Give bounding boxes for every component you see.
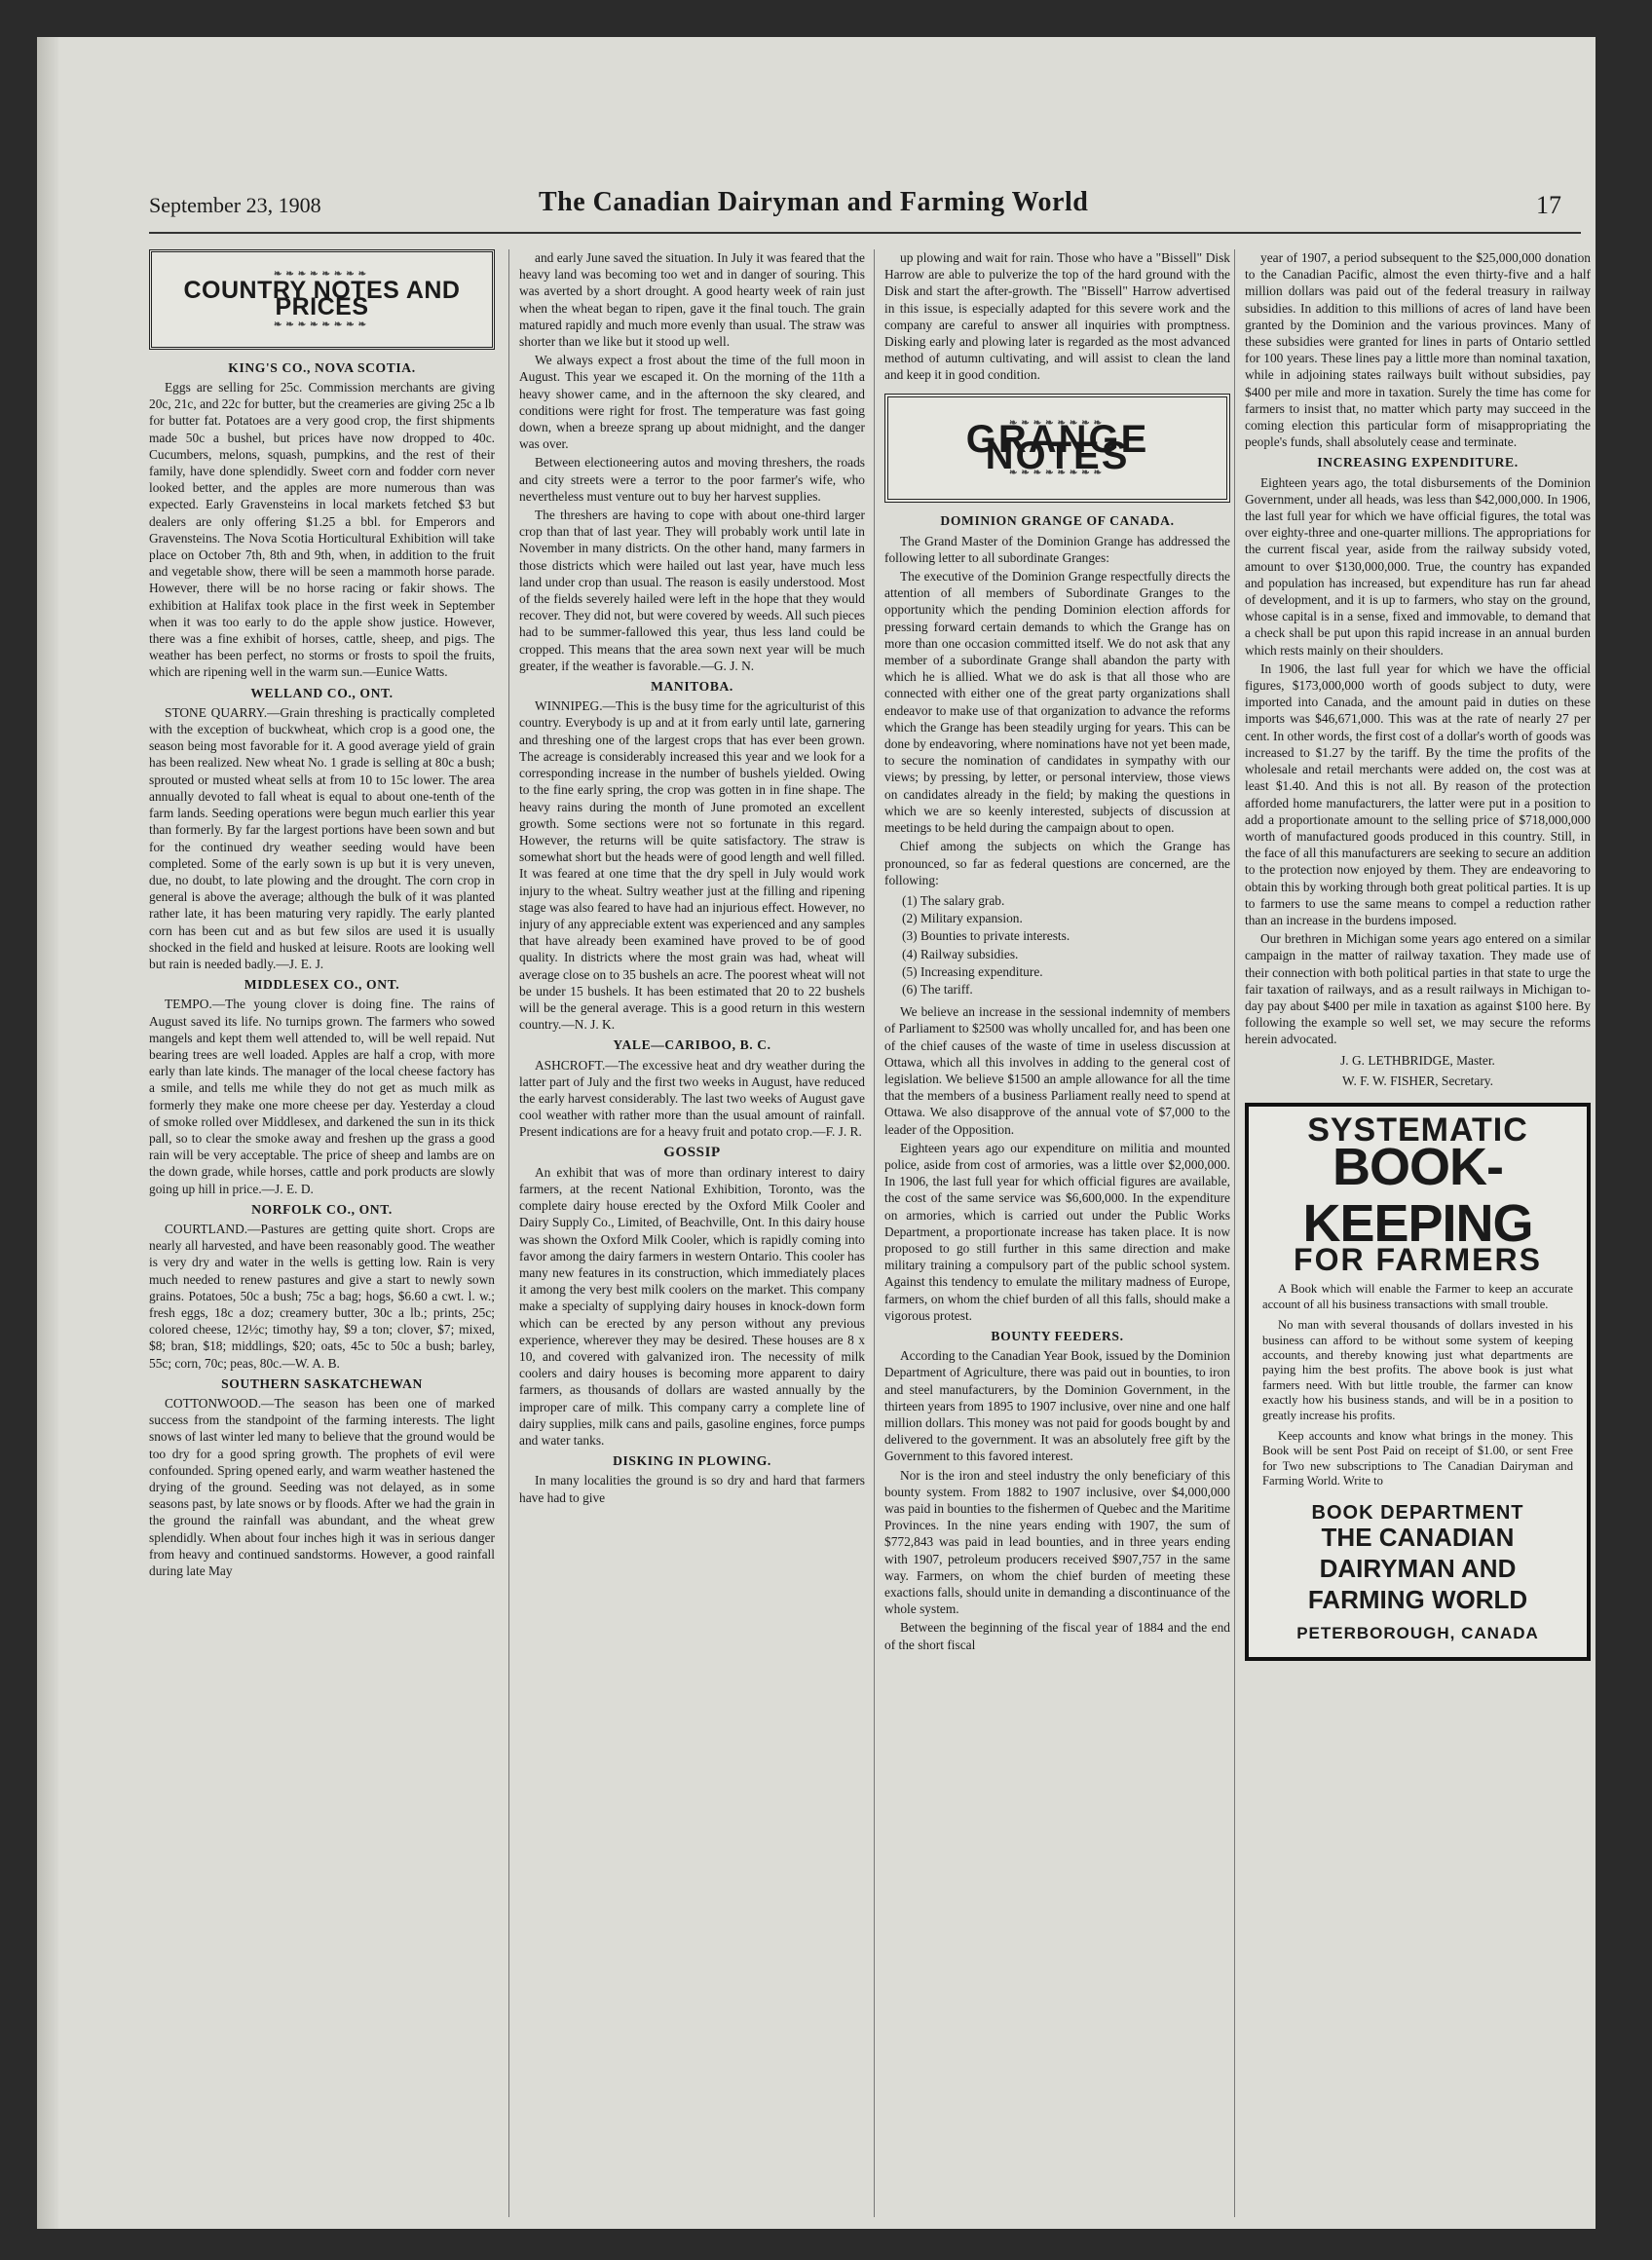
list-item: (6) The tariff. [902, 981, 973, 997]
column-4 [1245, 249, 1591, 1661]
ad-location: PETERBOROUGH, CANADA [1296, 1623, 1539, 1642]
column-2 [519, 249, 865, 1508]
list-item: (4) Railway subsidies. [902, 946, 1019, 961]
article-paragraph: According to the Canadian Year Book, issued by the Dominion Department of Agriculture, there was paid out in bounties, to iron and steel manufacturers, by the Dominion Government, in the thirteen years from 1895 to 1907 inclusive, over nine and one half million dollars. This money was not paid for goods bought by and delivered to the government. It was an absolutely free gift by the Government to this favored interest. [884, 1348, 1230, 1464]
article-paragraph: COTTONWOOD.—The season has been one of marked success from the standpoint of the farming interests. The light snows of last winter led many to believe that the ground would be too dry for a good spring growth. The prophets of evil were confounded. Spring opened early, and warm weather hastened the drying of the ground. Seeding was not delayed, as in some seasons past, by late snows or by floods. After we had the grain in the ground the rainfall was abundant, and the wheat grew splendidly. When about four inches high it was in serious danger from heavy and continued sandstorms. However, a good rainfall during late May [149, 1396, 495, 1579]
article-paragraph: The threshers are having to cope with about one-third larger crop than that of last year. They will probably work until late in November in many districts. On the other hand, many farmers in those districts which were hailed out last year, have much less land under crop than usual. The reason is easily understood. Most of the fields severely hailed were left in the hope that they would recover. They did not, but were covered by weeds. All such pieces had to be summer-fallowed this year, thus less land could be cropped. This means that the area sown next year will be much greater, if the weather is favorable.—G. J. N. [519, 508, 865, 673]
subhead-southern-saskatchewan: SOUTHERN SASKATCHEWAN [221, 1375, 423, 1391]
article-paragraph: up plowing and wait for rain. Those who have a "Bissell" Disk Harrow are able to pulverize the top of the hard ground with the Disk and start the after-growth. The "Bissell" Harrow advertised in this issue, is especially adapted for this severe work and the company are careful to answer all inquiries with promptness. Disking early and plowing later is regarded as the most advanced method of autumn cultivating, and will assist to clean the land and keep it in good condition. [884, 250, 1230, 383]
ad-book-department: BOOK DEPARTMENT [1311, 1501, 1524, 1524]
article-paragraph: STONE QUARRY.—Grain threshing is practically completed with the exception of buckwheat, which crop is a good one, the season being most favorable for it. A good average yield of grain has been realized. New wheat No. 1 grade is selling at 80c a bush; sprouted or musted wheat sells at from 10 to 15c lower. The area annually devoted to fall wheat is equal to about one-tenth of the farm lands. Seeding operations were begun much earlier this year than formerly. By far the largest portions have been sown and but for the continued dry weather seeding would have been completed. Some of the early sown is up but it is very uneven, due, no doubt, to late plowing and the drought. The corn crop in general is above the average; although the bulk of it was planted rather late, it has been maturing very rapidly. The early planted corn has been cut and as but few silos are used it is usually shocked in the field and husked at leisure. Roots are looking well but rain is needed badly.—J. E. J. [149, 704, 495, 971]
article-paragraph: Between electioneering autos and moving threshers, the roads and city streets were a terror to the poor farmer's wife, who nevertheless must venture out to buy her harvest supplies. [519, 455, 865, 504]
article-paragraph: In many localities the ground is so dry and hard that farmers have had to give [519, 1473, 865, 1505]
list-item: (3) Bounties to private interests. [902, 928, 1070, 944]
subhead-disking-in-plowing: DISKING IN PLOWING. [613, 1453, 771, 1469]
column-1 [149, 249, 495, 1581]
article-paragraph: Eighteen years ago, the total disbursements of the Dominion Government, under all heads, was less than $42,000,000. In 1906, the last full year for which we have official figures, the total was over eighty-three and one-quarter millions. The appropriations for the current fiscal year, aside from the railway subsidy voted, amount to over $130,000,000. True, the country has expanded and population has increased, but expenditure has run far ahead of development, and it is up to farmers, who stay on the ground, whose capital is in a sense, fixed and immovable, to demand that a check shall be put upon this rapid increase in an annual burden which rests mainly on their shoulders. [1245, 474, 1591, 658]
list-item: (1) The salary grab. [902, 892, 1005, 908]
subhead-increasing-expenditure: INCREASING EXPENDITURE. [1317, 455, 1519, 471]
ad-headline-systematic: SYSTEMATIC [1307, 1111, 1528, 1149]
article-paragraph: The executive of the Dominion Grange respectfully directs the attention of all members of Subordinate Granges to the opportunity which the pending Dominion election affords for pressing forward certain demands to which the Grange has on more than one occasion committed itself. We do not ask that any member of a subordinate Grange shall abandon the party with which he is allied. What we do ask is that all those who are connected with either one of the great party organizations shall endeavor to make use of that organization to advance the reforms which the Grange has been steadily urging for years. This can be done by endeavoring, where nominations have not yet been made, to secure the nomination of candidates in sympathy with our views; by pressing, by letter, or personal interview, those views on candidates already in the field; by making the questions in which we are so keenly interested, subjects of discussion at meetings to be held during the campaign about to open. [884, 569, 1230, 836]
article-paragraph: Our brethren in Michigan some years ago entered on a similar campaign in the matter of railway taxation. They made use of their connection with both political parties in that state to urge the fair taxation of railways, and as a result railways in Michigan to-day pay about $400 per mile in taxation as against $100 here. By following the example so well set, we may secure the reforms herein advocated. [1245, 931, 1591, 1047]
article-paragraph: In 1906, the last full year for which we have the official figures, $173,000,000 worth of goods subject to duty, were imported into Canada, and the amount paid in duties on these imports was $46,671,000. This was at the rate of nearly 27 per cent. In other words, the first cost of a dollar's worth of goods was increased to $1.27 by the tariff. By the time the profits of the wholesale and retail merchants were added on, the cost was at least $1.40. And this is not all. By reason of the protection afforded home manufacturers, the latter were put in a position to add a proportionate amount to the selling price of $718,000,000 worth of manufactured goods produced in this country. Still, in the face of all this manufacturers are seeking to secure an addition to the protection now enjoyed by them. They are endeavoring to obtain this by working through both great political parties. It is up to farmers to use the same means to compel a reduction rather than an increase in the burdens imposed. [1245, 660, 1591, 927]
article-paragraph: ASHCROFT.—The excessive heat and dry weather during the latter part of July and the first two weeks in August, have reduced the early harvest considerably. The last two weeks of August gave cool weather with rather more than the usual amount of rainfall. Present indications are for a heavy fruit and potato crop.—F. J. R. [519, 1057, 865, 1140]
subhead-welland-co: WELLAND CO., ONT. [250, 685, 394, 700]
bookkeeping-advertisement [1245, 1103, 1591, 1661]
article-paragraph: COURTLAND.—Pastures are getting quite short. Crops are nearly all harvested, and have been reasonably good. The weather is very dry and water in the wells is getting low. Rain is very much needed to renew pastures and give a start to newly sown grains. Potatoes, 50c a bush; 75c a bag; hogs, $6.60 a cwt. l. w.; fresh eggs, 18c a doz; creamery butter, 30c a lb.; prints, 25c; colored cheese, 12½c; timothy hay, $9 a ton; clover, $7; mixed, $8; bran, $18; middlings, $20; oats, 45c to 50c a bush; barley, 55c; corn, 70c; peas, 80c.—W. A. B. [149, 1221, 495, 1371]
grange-demands-list [902, 892, 1230, 998]
section-banner-country-notes: ❧❧❧❧❧❧❧❧ COUNTRY NOTES AND PRICES ❧❧❧❧❧❧❧❧ [149, 249, 495, 350]
ad-headline-for-farmers: FOR FARMERS [1294, 1242, 1542, 1278]
article-paragraph: Eggs are selling for 25c. Commission merchants are giving 20c, 21c, and 22c for butter, but the creameries are giving 25c a lb for butter fat. Potatoes are a very good crop, the first shipments made 50c a bushel, but prices have now dropped to 40c. Cucumbers, melons, squash, pumpkins, and the rest of their family, have done splendidly. Sweet corn and fodder corn never looked better, and the apples are more numerous than was expected. Early Gravensteins in local markets fetched $3 but dealers are only offering $1.25 a bbl. for Emperors and Gravensteins. The Nova Scotia Horticultural Exhibition will take place on October 7th, 8th and 9th, when, in addition to the fruit and vegetable show, there will be seen a mammoth horse parade. However, there will be no horse racing or fakir shows. The exhibition at Halifax took place in the first week in September when it was too early to do the apple show justice. However, there was a fine exhibit of horses, cattle, sheep, and pigs. The weather has been perfect, no storms or frosts to spoil the fruits, which are ripening well in the warm sun.—Eunice Watts. [149, 380, 495, 680]
subhead-middlesex-co: MIDDLESEX CO., ONT. [244, 977, 400, 993]
list-item: (5) Increasing expenditure. [902, 963, 1043, 979]
article-paragraph: TEMPO.—The young clover is doing fine. The rains of August saved its life. No turnips grown. The farmers who sowed mangels and kept them well attended to, will be well repaid. Nut bearing trees are well loaded. Apples are half a crop, with more early than late kinds. The manager of the local cheese factory has a smile, and tells me while they do not get as much milk as formerly they make one more cheese per day. Yesterday a cloud of smoke rolled over Middlesex, and darkened the sun in its thick pall, so to clear the smoke away and freshen up the grass a good rain will be very acceptable. The price of sheep and lambs are on the down grade, while horses, cattle and pork products are slowly going up hill in price.—J. E. D. [149, 997, 495, 1196]
subhead-manitoba: MANITOBA. [651, 679, 733, 695]
ad-paragraph: Keep accounts and know what brings in the money. This Book will be sent Post Paid on receipt of $1.00, or sent Free for Two new subscriptions to The Canadian Dairyman and Farming World. Write to [1262, 1429, 1573, 1488]
subhead-norfolk-co: NORFOLK CO., ONT. [251, 1201, 393, 1217]
subhead-dominion-grange: DOMINION GRANGE OF CANADA. [940, 513, 1175, 529]
article-paragraph: year of 1907, a period subsequent to the $25,000,000 donation to the Canadian Pacific, almost the even thirty-five and a half million dollars was paid out of the federal treasury in railway subsidies. In addition to this millions of acres of land have been granted by the Dominion and the various provinces. Many of these subsidies were granted for lines in parts of Ontario settled for 100 years. These lines pay a little more than nominal taxation, while in adjoining states railways built without subsidies, pay $400 per mile and more in taxation. Surely the time has come for farmers to insist that, no matter which party may succeed in the coming election this particular form of misappropriating the people's funds, shall absolutely cease and terminate. [1245, 250, 1591, 450]
ad-publisher-name: THE CANADIAN DAIRYMAN AND FARMING WORLD [1307, 1522, 1528, 1614]
subhead-gossip: GOSSIP [663, 1144, 721, 1160]
column-divider [874, 249, 875, 2217]
article-paragraph: Between the beginning of the fiscal year of 1884 and the end of the short fiscal [884, 1620, 1230, 1652]
article-paragraph: Eighteen years ago our expenditure on militia and mounted police, aside from cost of armories, was a little over $2,000,000. In 1906, the last full year for which official figures are available, the cost of the same service was $6,600,000. In the expenditure on armories, which is carried out under the Public Works Department, a proportionate increase has taken place. It is now proposed to go still further in this same direction and make military training a compulsory part of the public school system. Against this tendency to emulate the military madness of Europe, farmers, on whom the chief burden of all this falls, should make a vigorous protest. [884, 1140, 1230, 1323]
signature-master: J. G. LETHBRIDGE, Master. [1340, 1052, 1495, 1068]
issue-date: September 23, 1908 [149, 193, 321, 217]
article-paragraph: WINNIPEG.—This is the busy time for the agriculturist of this country. Everybody is up and at it from early until late, garnering and threshing one of the largest crops that has ever been grown. The acreage is considerably increased this year and we look for a corresponding increase in the number of bushels yielded. Owing to the fine early spring, the crop was gotten in in fine shape. The heavy rains during the month of June promoted an excellent growth. Some sections were not so fortunate in this regard. However, the returns will be quite satisfactory. The straw is somewhat short but the heads were of good length and well filled. It was feared at one time that the dry spell in July would work injury to the wheat. Sultry weather just at the filling and ripening stage was also feared to have had an injurious effect. However, no injury of any appreciable extent was experienced and any samples that have already been examined have proved to be of good quality. In districts where the most grain was had, wheat will average close on to 35 bushels an acre. The poorest wheat will not be under 15 bushels. It has been estimated that 20 to 22 bushels will be the general average. This is a good return in this western country.—N. J. K. [519, 698, 865, 1033]
running-head [149, 183, 1581, 222]
article-paragraph: An exhibit that was of more than ordinary interest to dairy farmers, at the recent National Exhibition, Toronto, was the complete dairy house erected by the Oxford Milk Cooler and Dairy Supply Co., Limited, of Beachville, Ont. In this dairy house was shown the Oxford Milk Cooler, which is rapidly coming into favor among the dairy farmers in western Ontario. This cooler has many new features in its construction, which immediately places it among the very best milk coolers on the market. This company make a specialty of supplying dairy houses in knock-down form which can be erected by any person without any previous experience, wherever they may be desired. These houses are 8 x 10, and covered with galvanized iron. The necessity of milk coolers and dairy houses is becoming more apparent to dairy farmers, as thousands of dollars are wasted annually by the improper care of milk. This company carry a complete line of dairy supplies, milk cans and pails, gasoline engines, force pumps and water tanks. [519, 1164, 865, 1449]
column-divider [1234, 249, 1235, 2217]
subhead-kings-co: KING'S CO., NOVA SCOTIA. [228, 359, 416, 375]
signature-secretary: W. F. W. FISHER, Secretary. [1342, 1073, 1493, 1088]
subhead-bounty-feeders: BOUNTY FEEDERS. [991, 1328, 1124, 1343]
page-number: 17 [1536, 191, 1561, 219]
article-paragraph: We believe an increase in the sessional indemnity of members of Parliament to $2500 was wholly uncalled for, and has been one of the chief causes of the waste of time in useless discussion at Ottawa, which all this involves in adding to the general cost of legislation. We believe $1500 an ample allowance for all the time that the members of a business Parliament really need to spend at Ottawa. We also disapprove of the annual vote of $7,000 to the leader of the Opposition. [884, 1004, 1230, 1137]
article-paragraph: Nor is the iron and steel industry the only beneficiary of this bounty system. From 1882 to 1907 inclusive, over $4,000,000 was paid in bounties to the fishermen of Quebec and the Maritime Provinces. In the nine years ending with 1907, the sum of $772,843 was paid in lead bounties, and in three years ending with 1907, petroleum producers received $907,757 in the same way. Farmers, on whom the chief burden of meeting these exactions falls, should unite in demanding a discontinuance of the whole system. [884, 1467, 1230, 1617]
list-item: (2) Military expansion. [902, 911, 1023, 926]
ad-headline-bookkeeping: BOOK-KEEPING [1302, 1138, 1533, 1254]
section-banner-grange-notes: ❧❧❧❧❧❧❧❧ GRANGE NOTES ❧❧❧❧❧❧❧❧ [884, 394, 1230, 504]
subhead-yale-cariboo: YALE—CARIBOO, B. C. [613, 1037, 771, 1053]
article-paragraph: Chief among the subjects on which the Grange has pronounced, so far as federal questions are concerned, are the following: [884, 839, 1230, 887]
newspaper-page [37, 37, 1596, 2229]
header-rule [149, 232, 1581, 234]
ad-paragraph: A Book which will enable the Farmer to keep an accurate account of all his business transactions with small trouble. [1262, 1282, 1573, 1311]
article-paragraph: The Grand Master of the Dominion Grange has addressed the following letter to all subordinate Granges: [884, 533, 1230, 565]
article-paragraph: and early June saved the situation. In July it was feared that the heavy land was becoming too wet and in danger of souring. This was averted by a short drought. A good hearty week of rain just when the wheat began to ripen, gave it the final touch. The grain matured rapidly and much more evenly than usual. The straw was shorter than we like but it stood up well. [519, 250, 865, 350]
ad-paragraph: No man with several thousands of dollars invested in his business can afford to be without some system of keeping accounts, and thereby knowing just what departments are paying him the best profits. The above book is just what farmers need. With but little trouble, the farmer can know exactly how his business stands, and will be in a position to greatly increase his profits. [1262, 1318, 1573, 1422]
column-divider [508, 249, 509, 2217]
column-3 [884, 249, 1230, 1655]
article-paragraph: We always expect a frost about the time of the full moon in August. This year we escaped it. On the morning of the 11th a heavy shower came, and in the afternoon the sky cleared, and conditions were right for frost. The temperature was fast going down, when a breeze sprang up about midnight, and the danger was over. [519, 353, 865, 452]
masthead-title: The Canadian Dairyman and Farming World [539, 187, 1089, 217]
